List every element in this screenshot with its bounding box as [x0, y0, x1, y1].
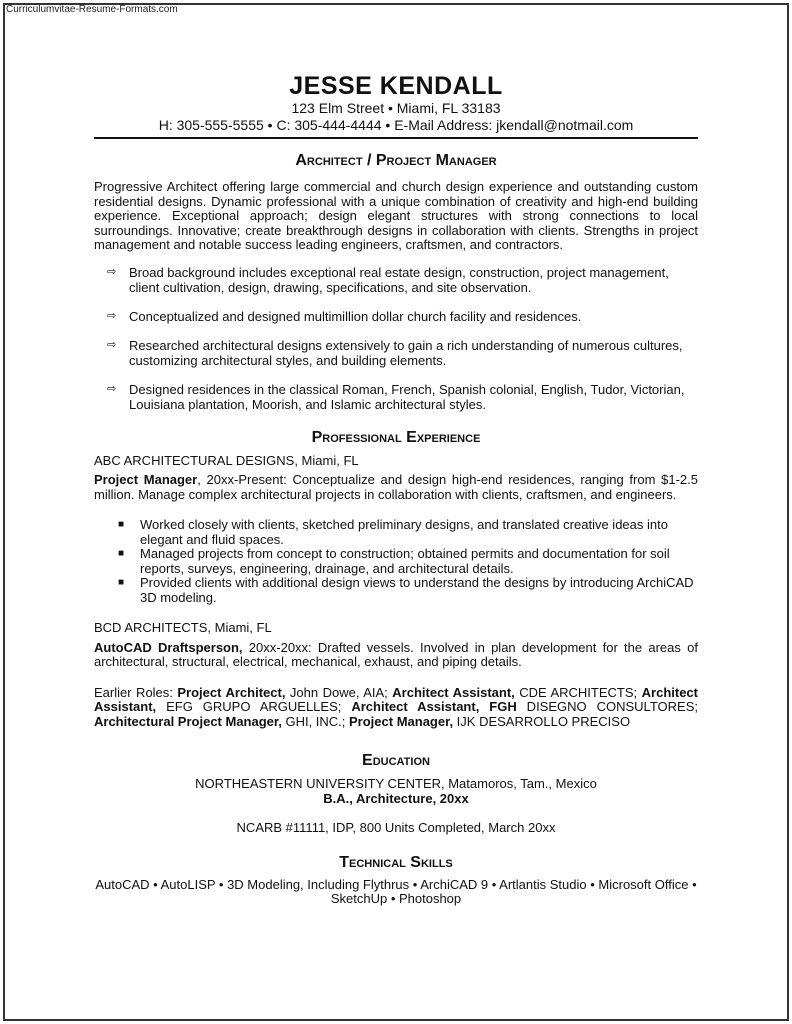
arrow-icon: ⇨: [107, 382, 117, 395]
ncarb: NCARB #11111, IDP, 800 Units Completed, March 20xx: [236, 820, 556, 835]
job2-description: AutoCAD Draftsperson, 20xx-20xx: Drafted vessels. Involved in plan development for the areas of architectural, structural, electrical, mechanical, exhaust, and piping details.: [94, 639, 698, 669]
list-item: ■ Provided clients with additional design views to understand the designs by introducing ArchiCAD 3D modeling.: [118, 575, 694, 605]
job1-bullets: [94, 518, 698, 605]
highlights-list: [94, 265, 698, 412]
address: 123 Elm Street • Miami, FL 33183: [291, 100, 501, 116]
header-divider: [94, 137, 698, 139]
bullet-icon: ■: [118, 519, 125, 530]
experience-title: Professional Experience: [311, 428, 481, 446]
job1-company: ABC ARCHITECTURAL DESIGNS, Miami, FL: [94, 452, 359, 468]
education-title: Education: [362, 752, 430, 769]
skills-title: Technical Skills: [339, 853, 453, 871]
skills-line-1: AutoCAD • AutoLISP • 3D Modeling, Including Flythrus • ArchiCAD 9 • Artlantis Studio • Microsoft Office •: [95, 876, 697, 892]
job1-description: Project Manager, 20xx-Present: Conceptualize and design high-end residences, ranging from $1-2.5 million. Manage complex architectural projects in collaboration with clients, craftsmen, and engineers.: [94, 472, 698, 502]
watermark: Curriculumvitae-Resume-Formats.com: [6, 4, 178, 15]
bullet-icon: ■: [118, 577, 125, 588]
job2-role: AutoCAD Draftsperson,: [94, 639, 243, 655]
school: NORTHEASTERN UNIVERSITY CENTER, Matamoros, Tam., Mexico: [195, 776, 597, 791]
list-item: ⇨ Conceptualized and designed multimillion dollar church facility and residences.: [107, 308, 582, 324]
degree: B.A., Architecture, 20xx: [323, 790, 469, 806]
candidate-name: JESSE KENDALL: [289, 72, 503, 100]
skills-line-2: SketchUp • Photoshop: [330, 891, 462, 906]
resume-body: [94, 72, 698, 907]
arrow-icon: ⇨: [107, 338, 117, 351]
bullet-icon: ■: [118, 548, 125, 559]
arrow-icon: ⇨: [107, 309, 117, 322]
list-item: ⇨ Broad background includes exceptional real estate design, construction, project management, client cultivation, design, drawing, specifications, and site observation.: [107, 264, 669, 295]
arrow-icon: ⇨: [107, 265, 117, 278]
summary-title: Architect / Project Manager: [295, 152, 497, 169]
list-item: ⇨ Designed residences in the classical Roman, French, Spanish colonial, English, Tudor, Victorian, Louisiana plantation, Moorish, and Islamic architectural styles.: [107, 381, 685, 412]
earlier-roles: Earlier Roles: Project Architect, John Dowe, AIA; Architect Assistant, CDE ARCHITECTS; Architect Assistant, EFG GRUPO ARGUELLES; Architect Assistant, FGH DISEGNO CONSULTORES; Architectural Project Manager, GHI, INC.; Project Manager, IJK DESARROLLO PRECISO: [94, 684, 698, 729]
list-item: ■ Worked closely with clients, sketched preliminary designs, and translated creative ideas into elegant and fluid spaces.: [118, 517, 668, 547]
contact-line: H: 305-555-5555 • C: 305-444-4444 • E-Mail Address: jkendall@notmail.com: [158, 117, 634, 133]
list-item: ⇨ Researched architectural designs extensively to gain a rich understanding of numerous cultures, customizing architectural styles, and building elements.: [107, 337, 683, 368]
list-item: ■ Managed projects from concept to construction; obtained permits and documentation for soil reports, surveys, engineering, drainage, and architectural details.: [118, 546, 670, 576]
job2-company: BCD ARCHITECTS, Miami, FL: [94, 620, 272, 635]
summary-paragraph: Progressive Architect offering large commercial and church design experience and outstanding custom residential designs. Dynamic professional with a unique combination of creativity and high-end building experience. Exceptional approach; design elegant structures with strong connections to local surroundings. Innovative; create breakthrough designs in collaboration with clients. Strengths in project management and notable success leading engineers, craftsmen, and contractors.: [94, 179, 698, 252]
job1-role: Project Manager: [94, 472, 198, 487]
